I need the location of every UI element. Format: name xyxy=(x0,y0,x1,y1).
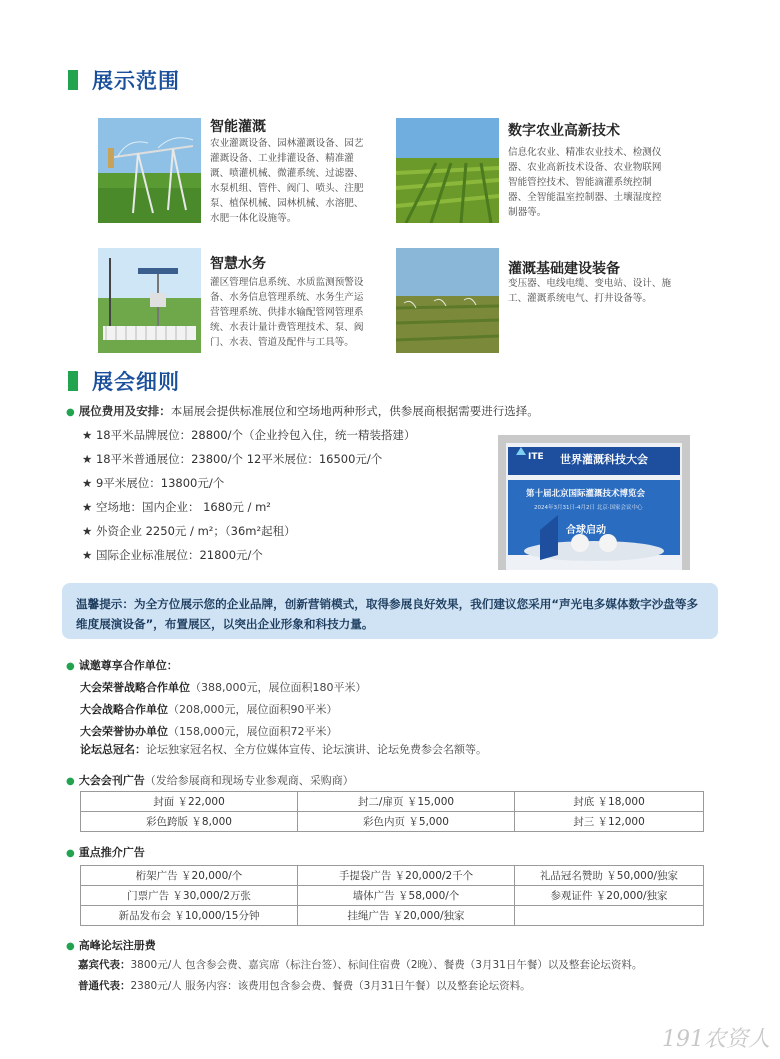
table-row xyxy=(81,886,704,906)
card-title: 智慧水务 xyxy=(210,256,266,272)
booth-date: 2024年3月31日-4月2日 北京·国家会议中心 xyxy=(534,505,643,511)
card-title: 灌溉基础建设装备 xyxy=(508,261,620,277)
table-cell: 参观证件 ￥20,000/独家 xyxy=(515,886,704,906)
partner-detail: （158,000元，展位面积72平米） xyxy=(168,725,338,738)
card-desc: 灌区管理信息系统、水质监测预警设备、水务信息管理系统、水务生产运营管理系统、供排水输配管网管理系统、水表计量计费管理技术、泵、阀门、水表、管道及配件与工具等。 xyxy=(210,277,364,348)
bullet-icon: ● xyxy=(66,661,75,672)
forum-row xyxy=(78,957,642,972)
table-cell: 桁架广告 ￥20,000/个 xyxy=(81,866,298,886)
journal-heading-text: 大会会刊广告 xyxy=(78,774,145,787)
partner-row xyxy=(80,741,487,757)
section-bar xyxy=(68,70,78,90)
fees-heading-text: 本届展会提供标准展位和空场地两种形式，供参展商根据需要进行选择。 xyxy=(170,404,539,418)
partner-detail: （208,000元，展位面积90平米） xyxy=(168,703,338,716)
fee-item: ★ 18平米品牌展位：28800/个（企业拎包入住，统一精装搭建） xyxy=(82,428,416,442)
journal-heading xyxy=(66,772,354,788)
card-image-digital-agriculture xyxy=(396,118,499,223)
table-cell: 彩色跨版 ￥8,000 xyxy=(81,812,298,832)
forum-heading-text: 高峰论坛注册费 xyxy=(78,939,156,952)
partner-row xyxy=(80,723,337,739)
forum-heading xyxy=(66,937,156,953)
forum-row xyxy=(78,978,531,993)
table-cell: 门票广告 ￥30,000/2万张 xyxy=(81,886,298,906)
table-cell: 墙体广告 ￥58,000/个 xyxy=(298,886,515,906)
partners-heading-text: 诚邀尊享合作单位： xyxy=(78,659,178,672)
table-row xyxy=(81,792,704,812)
journal-table xyxy=(80,791,704,832)
partner-detail: 论坛独家冠名权、全方位媒体宣传、论坛演讲、论坛免费参会名额等。 xyxy=(146,743,487,756)
card-title: 智能灌溉 xyxy=(210,119,266,135)
card-image-irrigation-infrastructure xyxy=(396,248,499,353)
promo-heading-text: 重点推介广告 xyxy=(78,846,145,859)
tip-box xyxy=(62,583,718,639)
booth-logo: ITE xyxy=(528,452,544,462)
table-cell: 封底 ￥18,000 xyxy=(515,792,704,812)
section-bar xyxy=(68,371,78,391)
table-cell: 封二/扉页 ￥15,000 xyxy=(298,792,515,812)
forum-label: 嘉宾代表： xyxy=(78,959,131,971)
fee-item: ★ 国际企业标准展位：21800元/个 xyxy=(82,548,263,562)
fee-item: ★ 空场地：国内企业： 1680元 / m² xyxy=(82,500,271,514)
promo-table xyxy=(80,865,704,926)
partners-heading xyxy=(66,657,178,673)
forum-text: 3800元/人 包含参会费、嘉宾席（标注台签）、标间住宿费（2晚）、餐费（3月31日午餐）以及整套论坛资料。 xyxy=(130,959,643,971)
card-image-smart-irrigation xyxy=(98,118,201,223)
table-cell: 封面 ￥22,000 xyxy=(81,792,298,812)
booth-render xyxy=(498,435,690,570)
partner-row xyxy=(80,679,366,695)
fees-heading-label: 展位费用及安排： xyxy=(78,404,171,418)
card-desc: 变压器、电线电缆、变电站、设计、施工、灌溉系统电气、打井设备等。 xyxy=(508,278,672,304)
section-title: 展会细则 xyxy=(92,370,180,394)
card-desc: 农业灌溉设备、园林灌溉设备、园艺灌溉设备、工业排灌设备、精准灌溉、喷灌机械、微灌系统、过滤器、水泵机组、管件、阀门、喷头、注肥泵、植保机械、园林机械、水溶肥、水肥一体化设施等。 xyxy=(210,138,364,224)
watermark: 191农资人 xyxy=(662,1027,770,1052)
table-cell: 挂绳广告 ￥20,000/独家 xyxy=(298,906,515,926)
card-desc: 信息化农业、精准农业技术、检测仪器、农业高新技术设备、农业物联网智能管控技术、智能滴灌系统控制器、全智能温室控制器、土壤湿度控制器等。 xyxy=(508,147,662,218)
bullet-icon: ● xyxy=(66,848,75,859)
partner-name: 大会荣誉战略合作单位 xyxy=(80,681,190,694)
bullet-icon: ● xyxy=(66,407,75,418)
partner-row xyxy=(80,701,337,717)
booth-brand: 世界灌溉科技大会 xyxy=(560,453,648,466)
journal-heading-note: （发给参展商和现场专业参观商、采购商） xyxy=(144,774,354,787)
fee-item: ★ 9平米展位：13800元/个 xyxy=(82,476,225,490)
fees-heading xyxy=(66,403,539,419)
table-cell xyxy=(515,906,704,926)
section-header-scope xyxy=(68,66,180,94)
section-title: 展示范围 xyxy=(92,69,180,93)
card-title: 数字农业高新技术 xyxy=(508,123,620,139)
fee-item: ★ 外资企业 2250元 / m²；（36m²起租） xyxy=(82,524,296,538)
table-row xyxy=(81,866,704,886)
forum-label: 普通代表： xyxy=(78,980,131,992)
booth-slogan: 合球启动 xyxy=(566,525,606,536)
partner-name: 大会荣誉协办单位 xyxy=(80,725,168,738)
card-image-smart-water xyxy=(98,248,201,353)
table-cell: 封三 ￥12,000 xyxy=(515,812,704,832)
table-row xyxy=(81,906,704,926)
table-cell: 手提袋广告 ￥20,000/2千个 xyxy=(298,866,515,886)
booth-banner: 第十届北京国际灌溉技术博览会 xyxy=(526,489,646,499)
partner-detail: （388,000元，展位面积180平米） xyxy=(190,681,367,694)
table-cell: 彩色内页 ￥5,000 xyxy=(298,812,515,832)
table-cell: 新品发布会 ￥10,000/15分钟 xyxy=(81,906,298,926)
section-header-rules xyxy=(68,367,180,395)
tip-text: 温馨提示：为全方位展示您的企业品牌，创新营销模式，取得参展良好效果，我们建议您采用“声光电多媒体数字沙盘等多维度展演设备”，布置展区，以突出企业形象和科技力量。 xyxy=(76,597,699,631)
fee-item: ★ 18平米普通展位：23800/个 12平米展位：16500元/个 xyxy=(82,452,383,466)
bullet-icon: ● xyxy=(66,776,75,787)
bullet-icon: ● xyxy=(66,941,75,952)
partner-name: 大会战略合作单位 xyxy=(80,703,168,716)
partner-name: 论坛总冠名： xyxy=(80,743,146,756)
table-row xyxy=(81,812,704,832)
table-cell: 礼品冠名赞助 ￥50,000/独家 xyxy=(515,866,704,886)
promo-heading xyxy=(66,844,145,860)
forum-text: 2380元/人 服务内容：该费用包含参会费、餐费（3月31日午餐）以及整套论坛资料。 xyxy=(130,980,531,992)
